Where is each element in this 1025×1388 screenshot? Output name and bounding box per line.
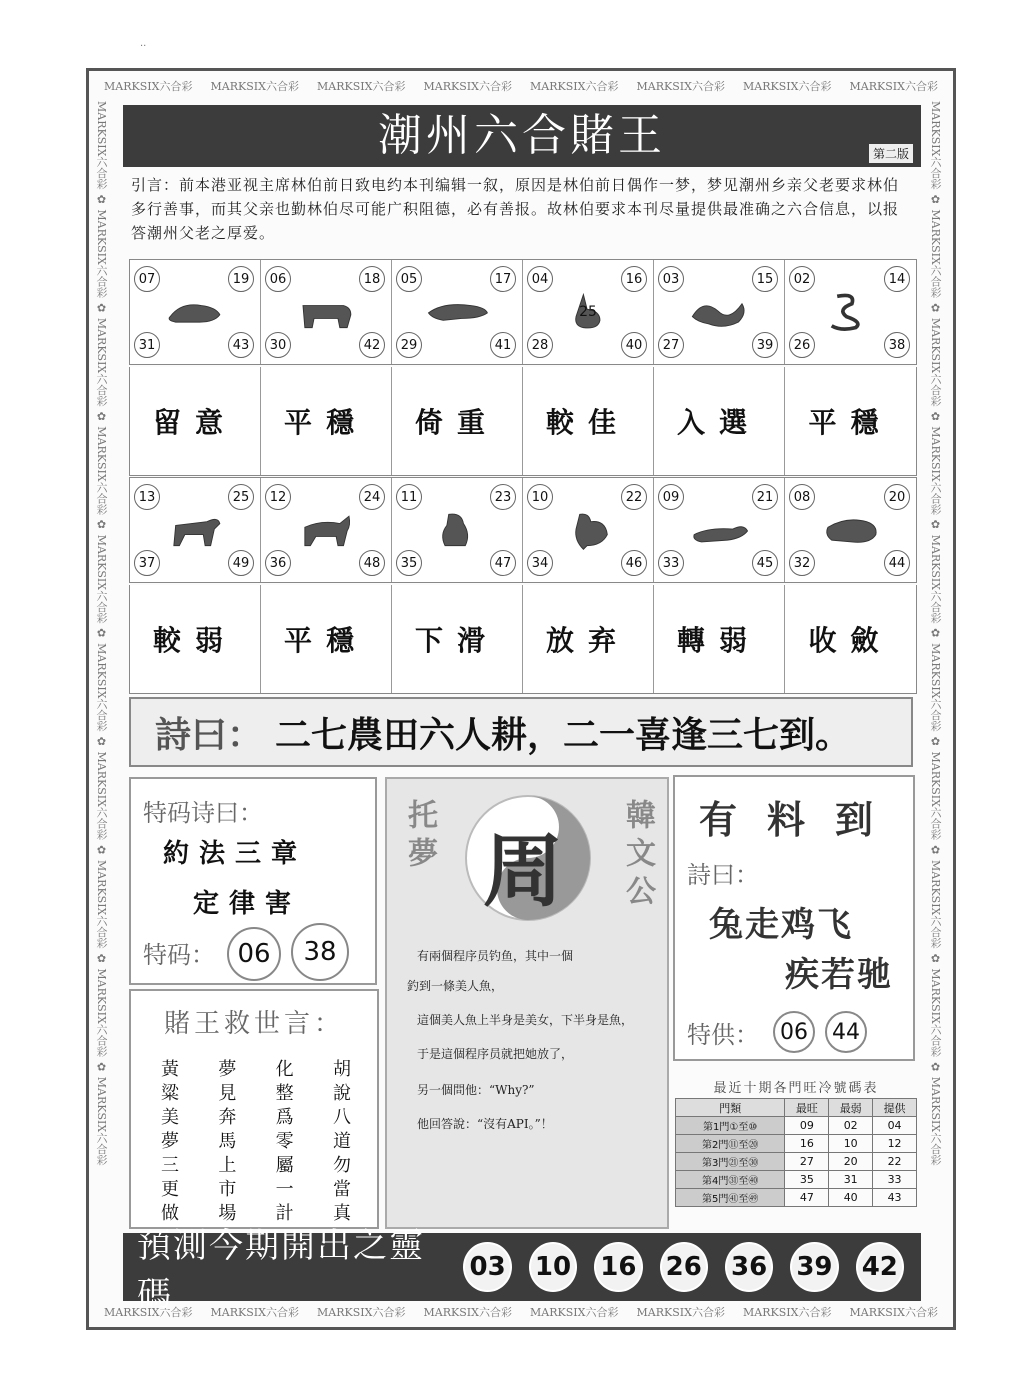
number-ball: 08 (789, 484, 815, 510)
prediction-ball: 03 (463, 1242, 511, 1292)
story-line: 這個美人魚上半身是美女，下半身是魚， (417, 1013, 634, 1027)
watermark: MARKSIX六合彩 (530, 1306, 619, 1319)
tema-line-1: 約法三章 (163, 839, 308, 869)
watermark: MARKSIX六合彩 (849, 80, 938, 93)
youliao-poem-label: 詩曰： (687, 861, 759, 889)
dubo-column: 夢見奔馬上市場 (215, 1059, 237, 1227)
history-cell: 10 (829, 1135, 873, 1153)
watermark: MARKSIX六合彩 (849, 1306, 938, 1319)
dubo-column: 胡說八道勿當真 (329, 1059, 351, 1227)
story-line: 他回答說：“沒有API。”！ (417, 1117, 553, 1131)
center-panel (385, 777, 669, 1229)
dubo-columns (155, 1059, 353, 1227)
zodiac-word: 平穩 (261, 585, 392, 693)
prediction-ball: 39 (790, 1242, 838, 1292)
handwritten-mark: 25 (579, 304, 597, 320)
poem-label: 詩曰： (155, 714, 264, 756)
number-ball: 41 (490, 332, 516, 358)
story-line: 有兩個程序员钓鱼，其中一個 (417, 949, 574, 963)
table-row (676, 1171, 917, 1189)
zodiac-cell (261, 478, 392, 582)
story-line: 釣到一條美人魚， (407, 979, 504, 993)
pig-icon (816, 507, 886, 553)
zodiac-word: 放弃 (523, 585, 654, 693)
edition-badge: 第二版 (869, 144, 913, 163)
history-cell: 47 (785, 1189, 829, 1207)
history-cell: 22 (873, 1153, 917, 1171)
story-line: 于是這個程序员就把她放了， (417, 1047, 574, 1061)
dubo-column: 化整爲零屬一計 (272, 1059, 294, 1227)
zodiac-cell (130, 478, 261, 582)
zodiac-cell (654, 260, 785, 364)
zodiac-word: 平穩 (808, 406, 893, 439)
youliao-line-2: 疾若驰 (785, 955, 893, 995)
history-title: 最近十期各門旺冷號碼表 (713, 1081, 879, 1096)
word-grid-row2 (129, 585, 917, 694)
door-cell: 第5門㊶至㊾ (676, 1189, 785, 1207)
number-ball: 35 (396, 550, 422, 576)
youliao-line-1: 兔走鸡飞 (709, 905, 853, 945)
history-cell: 43 (873, 1189, 917, 1207)
history-cell: 35 (785, 1171, 829, 1189)
snake-icon (816, 289, 886, 335)
number-ball: 28 (527, 332, 553, 358)
goat-icon (291, 507, 361, 553)
zodiac-word: 轉弱 (654, 585, 785, 693)
number-ball: 10 (527, 484, 553, 510)
history-table (675, 1098, 917, 1207)
history-cell: 09 (785, 1117, 829, 1135)
door-cell: 第1門①至⑩ (676, 1117, 785, 1135)
poem-text: 二七農田六人耕，二一喜逢三七到。 (275, 714, 852, 756)
number-ball: 18 (359, 266, 385, 292)
watermark: MARKSIX六合彩 (317, 80, 406, 93)
dubo-box (129, 989, 379, 1229)
number-ball: 14 (884, 266, 910, 292)
zodiac-cell (785, 478, 916, 582)
watermark-left: MARKSIX六合彩 ✿ MARKSIX六合彩 ✿ MARKSIX六合彩 ✿ MARKSIX六合彩 ✿ MARKSIX六合彩 ✿ MARKSIX六合彩 ✿ MARKSIX六合彩 ✿ MARKSIX六合彩 ✿ MARKSIX六合彩 ✿ MARKSIX六合彩 (95, 101, 108, 1166)
number-ball: 24 (359, 484, 385, 510)
watermark-top (95, 73, 947, 99)
tema-code-ball: 38 (291, 923, 349, 981)
history-cell: 27 (785, 1153, 829, 1171)
history-cell: 16 (785, 1135, 829, 1153)
number-ball: 30 (265, 332, 291, 358)
youliao-code-label: 特供： (687, 1021, 759, 1049)
dubo-title: 賭王救世言： (163, 1009, 344, 1039)
number-ball: 16 (621, 266, 647, 292)
zodiac-grid-row1 (129, 259, 917, 365)
center-logo-glyph: 周 (483, 825, 563, 918)
number-ball: 06 (265, 266, 291, 292)
number-ball: 03 (658, 266, 684, 292)
table-row (676, 1189, 917, 1207)
history-header: 最弱 (829, 1099, 873, 1117)
watermark: MARKSIX六合彩 (210, 80, 299, 93)
rooster-icon (553, 507, 623, 553)
ox-icon (291, 289, 361, 335)
watermark: MARKSIX六合彩 (104, 1306, 193, 1319)
watermark: MARKSIX六合彩 (636, 1306, 725, 1319)
watermark: MARKSIX六合彩 (423, 1306, 512, 1319)
number-ball: 22 (621, 484, 647, 510)
number-ball: 05 (396, 266, 422, 292)
history-header: 最旺 (785, 1099, 829, 1117)
history-cell: 12 (873, 1135, 917, 1153)
number-ball: 48 (359, 550, 385, 576)
number-ball: 09 (658, 484, 684, 510)
number-ball: 12 (265, 484, 291, 510)
history-header: 門類 (676, 1099, 785, 1117)
prediction-label: 預測今期開出之靈碼 (137, 1226, 425, 1315)
number-ball: 31 (134, 332, 160, 358)
dragon-icon (684, 289, 754, 335)
tema-code-ball: 06 (227, 927, 281, 981)
number-ball: 04 (527, 266, 553, 292)
number-ball: 23 (490, 484, 516, 510)
zodiac-cell (654, 478, 785, 582)
prediction-ball: 16 (594, 1242, 642, 1292)
table-row (676, 1117, 917, 1135)
table-row (676, 1135, 917, 1153)
tiger-icon (422, 289, 492, 335)
number-ball: 44 (884, 550, 910, 576)
zodiac-word: 下滑 (392, 585, 523, 693)
prediction-ball: 26 (660, 1242, 708, 1292)
number-ball: 36 (265, 550, 291, 576)
page-title: 潮州六合賭王 (378, 110, 666, 161)
watermark: MARKSIX六合彩 (636, 80, 725, 93)
number-ball: 02 (789, 266, 815, 292)
zodiac-cell (523, 478, 654, 582)
zodiac-word: 平穩 (261, 367, 392, 475)
number-ball: 47 (490, 550, 516, 576)
number-ball: 17 (490, 266, 516, 292)
number-ball: 34 (527, 550, 553, 576)
number-ball: 15 (752, 266, 778, 292)
number-ball: 29 (396, 332, 422, 358)
number-ball: 25 (228, 484, 254, 510)
number-ball: 42 (359, 332, 385, 358)
door-cell: 第2門⑪至⑳ (676, 1135, 785, 1153)
zodiac-word: 收斂 (808, 624, 893, 657)
center-left-word: 托夢 (402, 799, 437, 875)
watermark: MARKSIX六合彩 (743, 1306, 832, 1319)
table-row (676, 1153, 917, 1171)
youliao-box (673, 775, 915, 1061)
horse-icon (160, 507, 230, 553)
tema-code-label: 特码： (143, 941, 215, 969)
zodiac-word: 倚重 (392, 367, 523, 475)
youliao-code-ball: 06 (773, 1011, 815, 1053)
door-cell: 第3門㉑至㉚ (676, 1153, 785, 1171)
title-bar (123, 105, 921, 167)
rat-icon (160, 289, 230, 335)
poem-banner (129, 697, 913, 767)
number-ball: 13 (134, 484, 160, 510)
number-ball: 38 (884, 332, 910, 358)
zodiac-word: 入選 (654, 367, 785, 475)
word-grid-row1 (129, 367, 917, 476)
number-ball: 33 (658, 550, 684, 576)
number-ball: 32 (789, 550, 815, 576)
watermark: MARKSIX六合彩 (210, 1306, 299, 1319)
zodiac-cell (261, 260, 392, 364)
intro-text: 引言：前本港亚视主席林伯前日致电约本刊编辑一叙，原因是林伯前日偶作一梦，梦见潮州乡亲父老要求林伯多行善事，而其父亲也勤林伯尽可能广积阻德，必有善报。故林伯要求本刊尽量提供最准确之六合信息，以报答潮州父老之厚爱。 (131, 176, 900, 242)
number-ball: 39 (752, 332, 778, 358)
monkey-icon (422, 507, 492, 553)
watermark: MARKSIX六合彩 (423, 80, 512, 93)
story-line: 另一個問他：“Why?” (417, 1083, 535, 1097)
watermark: MARKSIX六合彩 (104, 80, 193, 93)
watermark: MARKSIX六合彩 (530, 80, 619, 93)
dubo-column: 黃粱美夢三更做 (158, 1059, 179, 1227)
number-ball: 19 (228, 266, 254, 292)
number-ball: 43 (228, 332, 254, 358)
tema-line-2: 定律害 (193, 889, 302, 919)
number-ball: 26 (789, 332, 815, 358)
corner-mark: .. (140, 38, 147, 49)
prediction-ball: 42 (856, 1242, 904, 1292)
youliao-code-ball: 44 (825, 1011, 867, 1053)
history-cell: 31 (829, 1171, 873, 1189)
history-cell: 02 (829, 1117, 873, 1135)
zodiac-cell (523, 260, 654, 364)
number-ball: 07 (134, 266, 160, 292)
number-ball: 11 (396, 484, 422, 510)
zodiac-word: 較佳 (523, 367, 654, 475)
prediction-ball: 36 (725, 1242, 773, 1292)
number-ball: 49 (228, 550, 254, 576)
youliao-title: 有料到 (699, 798, 904, 842)
zodiac-grid-row2 (129, 477, 917, 583)
zodiac-cell (392, 260, 523, 364)
zodiac-word: 留意 (130, 367, 261, 475)
watermark-right: MARKSIX六合彩 ✿ MARKSIX六合彩 ✿ MARKSIX六合彩 ✿ MARKSIX六合彩 ✿ MARKSIX六合彩 ✿ MARKSIX六合彩 ✿ MARKSIX六合彩 ✿ MARKSIX六合彩 ✿ MARKSIX六合彩 ✿ MARKSIX六合彩 (929, 101, 942, 1166)
zodiac-word: 較弱 (130, 585, 261, 693)
number-ball: 37 (134, 550, 160, 576)
prediction-ball: 10 (529, 1242, 577, 1292)
zodiac-cell (785, 260, 916, 364)
zodiac-cell (130, 260, 261, 364)
watermark: MARKSIX六合彩 (317, 1306, 406, 1319)
zodiac-cell (392, 478, 523, 582)
history-cell: 20 (829, 1153, 873, 1171)
tema-label: 特码诗曰： (143, 799, 263, 827)
page-frame (86, 68, 956, 1330)
watermark: MARKSIX六合彩 (743, 80, 832, 93)
center-right-word: 韓文公 (620, 799, 655, 913)
history-cell: 40 (829, 1189, 873, 1207)
dog-icon (684, 507, 754, 553)
number-ball: 20 (884, 484, 910, 510)
history-table-panel (675, 1077, 917, 1207)
number-ball: 40 (621, 332, 647, 358)
history-cell: 04 (873, 1117, 917, 1135)
tema-box (129, 777, 377, 985)
number-ball: 27 (658, 332, 684, 358)
number-ball: 21 (752, 484, 778, 510)
history-header: 提供 (873, 1099, 917, 1117)
door-cell: 第4門㉛至㊵ (676, 1171, 785, 1189)
number-ball: 46 (621, 550, 647, 576)
number-ball: 45 (752, 550, 778, 576)
history-cell: 33 (873, 1171, 917, 1189)
